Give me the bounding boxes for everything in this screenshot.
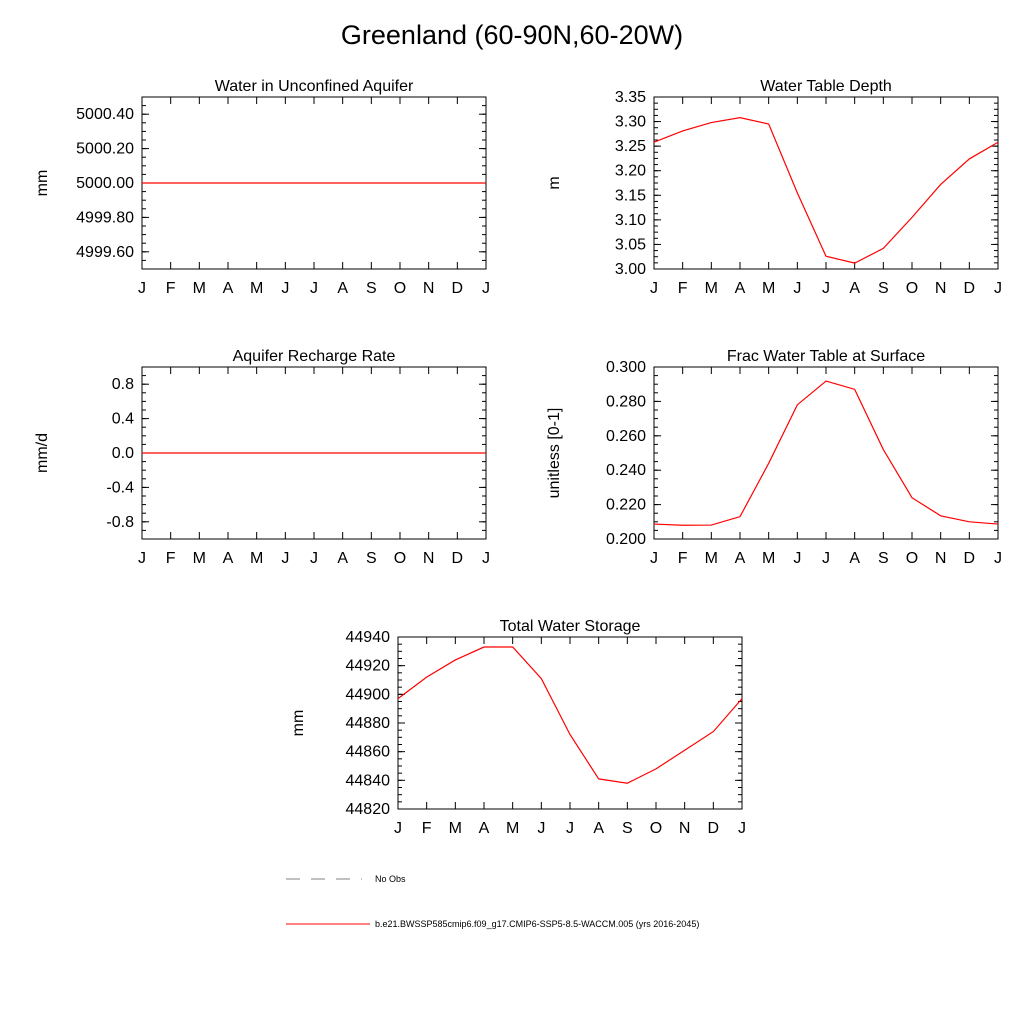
x-tick-label: O: [649, 820, 663, 837]
legend-model-label: b.e21.BWSSP585cmip6.f09_g17.CMIP6-SSP5-8.5-WACCM.005 (yrs 2016-2045): [375, 919, 700, 929]
y-tick-label: 3.05: [614, 236, 646, 254]
x-tick-label: J: [822, 280, 830, 297]
x-tick-label: J: [138, 280, 146, 297]
x-tick-label: D: [707, 820, 720, 837]
x-tick-label: J: [281, 550, 290, 567]
x-tick-label: M: [250, 280, 264, 297]
panel-water-table-depth: [512, 60, 1024, 320]
panel-title: Water Table Depth: [760, 78, 892, 95]
x-tick-label: S: [621, 820, 633, 837]
x-tick-label: S: [365, 280, 377, 297]
panel-title: Aquifer Recharge Rate: [232, 348, 396, 365]
y-tick-label: 44900: [345, 686, 390, 704]
x-tick-label: A: [478, 820, 490, 837]
x-tick-label: M: [250, 550, 264, 567]
x-tick-label: A: [337, 550, 349, 567]
panel-title: Frac Water Table at Surface: [726, 348, 926, 365]
y-tick-label: 0.0: [111, 445, 134, 462]
series-line: [398, 647, 742, 783]
x-tick-label: F: [165, 280, 176, 297]
y-tick-label: 3.30: [614, 113, 646, 131]
panel-frac-water-table: [512, 330, 1024, 590]
y-tick-label: 0.4: [111, 410, 134, 428]
y-tick-label: 3.00: [614, 261, 646, 278]
panel-aquifer-recharge-rate: [0, 330, 512, 590]
x-tick-label: M: [762, 550, 776, 567]
y-tick-label: 44880: [345, 715, 390, 732]
x-tick-label: D: [451, 550, 464, 567]
x-tick-label: O: [905, 280, 919, 297]
x-tick-label: D: [963, 550, 976, 567]
x-tick-label: J: [566, 820, 574, 837]
y-tick-label: 3.10: [614, 211, 646, 229]
x-tick-label: J: [650, 280, 658, 297]
series-line: [654, 381, 998, 525]
x-tick-label: M: [762, 280, 776, 297]
x-tick-label: M: [192, 280, 206, 297]
legend: [0, 860, 1024, 950]
x-tick-label: J: [394, 820, 402, 837]
x-tick-label: J: [482, 550, 490, 567]
y-tick-label: 4999.80: [76, 209, 134, 227]
x-tick-label: M: [192, 550, 206, 567]
y-tick-label: 5000.20: [76, 140, 134, 158]
x-tick-label: J: [537, 820, 546, 837]
y-tick-label: 0.200: [605, 531, 646, 548]
panel-water-unconfined-aquifer: [0, 60, 512, 320]
x-tick-label: O: [393, 280, 407, 297]
x-tick-label: J: [138, 550, 146, 567]
x-tick-label: J: [281, 280, 290, 297]
y-tick-label: 4999.60: [76, 243, 134, 261]
y-tick-label: 5000.00: [76, 175, 134, 192]
y-axis-label: unitless [0-1]: [546, 407, 563, 499]
y-tick-label: 0.220: [605, 496, 646, 514]
x-tick-label: F: [165, 550, 176, 567]
x-tick-label: J: [994, 550, 1002, 567]
y-tick-label: 0.280: [605, 393, 646, 411]
y-tick-label: 44940: [345, 629, 390, 646]
x-tick-label: N: [934, 550, 947, 567]
x-tick-label: S: [877, 550, 889, 567]
y-tick-label: 44820: [345, 801, 390, 818]
x-tick-label: A: [849, 550, 861, 567]
panel-title: Water in Unconfined Aquifer: [214, 78, 414, 95]
figure-title: Greenland (60-90N,60-20W): [340, 20, 684, 50]
y-tick-label: 3.35: [614, 89, 646, 106]
x-tick-label: A: [849, 280, 861, 297]
x-tick-label: J: [822, 550, 830, 567]
x-tick-label: J: [482, 280, 490, 297]
x-tick-label: M: [506, 820, 520, 837]
x-tick-label: D: [451, 280, 464, 297]
legend-obs-label: No Obs: [375, 874, 406, 884]
y-tick-label: 3.25: [614, 138, 646, 156]
x-tick-label: O: [393, 550, 407, 567]
y-tick-label: 0.8: [111, 376, 134, 394]
y-tick-label: 0.300: [605, 359, 646, 376]
x-tick-label: S: [365, 550, 377, 567]
x-tick-label: J: [310, 550, 318, 567]
y-axis-label: mm/d: [34, 433, 51, 473]
y-tick-label: 0.260: [605, 427, 646, 445]
x-tick-label: N: [934, 280, 947, 297]
x-tick-label: F: [421, 820, 432, 837]
x-tick-label: A: [337, 280, 349, 297]
x-tick-label: J: [650, 550, 658, 567]
y-axis-label: mm: [290, 709, 307, 737]
x-tick-label: J: [738, 820, 746, 837]
y-tick-label: 3.20: [614, 162, 646, 180]
x-tick-label: F: [677, 550, 688, 567]
x-tick-label: A: [222, 550, 234, 567]
x-tick-label: J: [793, 550, 802, 567]
x-tick-label: J: [994, 280, 1002, 297]
x-tick-label: A: [734, 550, 746, 567]
x-tick-label: D: [963, 280, 976, 297]
plot-frame: [654, 97, 998, 269]
plot-frame: [654, 367, 998, 539]
panel-total-water-storage: [256, 600, 768, 860]
y-tick-label: 0.240: [605, 462, 646, 480]
y-tick-label: 44840: [345, 772, 390, 790]
y-tick-label: 5000.40: [76, 106, 134, 124]
panel-title: Total Water Storage: [499, 618, 641, 635]
x-tick-label: A: [593, 820, 605, 837]
y-tick-label: 44860: [345, 743, 390, 761]
x-tick-label: M: [704, 550, 718, 567]
series-line: [654, 118, 998, 263]
x-tick-label: S: [877, 280, 889, 297]
y-axis-label: m: [546, 176, 563, 190]
y-tick-label: -0.8: [106, 513, 134, 531]
x-tick-label: F: [677, 280, 688, 297]
x-tick-label: J: [310, 280, 318, 297]
x-tick-label: N: [422, 280, 435, 297]
x-tick-label: A: [222, 280, 234, 297]
x-tick-label: A: [734, 280, 746, 297]
x-tick-label: J: [793, 280, 802, 297]
y-tick-label: 3.15: [614, 187, 646, 205]
x-tick-label: M: [704, 280, 718, 297]
x-tick-label: N: [678, 820, 691, 837]
y-tick-label: -0.4: [106, 479, 134, 497]
x-tick-label: O: [905, 550, 919, 567]
x-tick-label: M: [448, 820, 462, 837]
x-tick-label: N: [422, 550, 435, 567]
y-axis-label: mm: [34, 169, 51, 197]
y-tick-label: 44920: [345, 657, 390, 675]
